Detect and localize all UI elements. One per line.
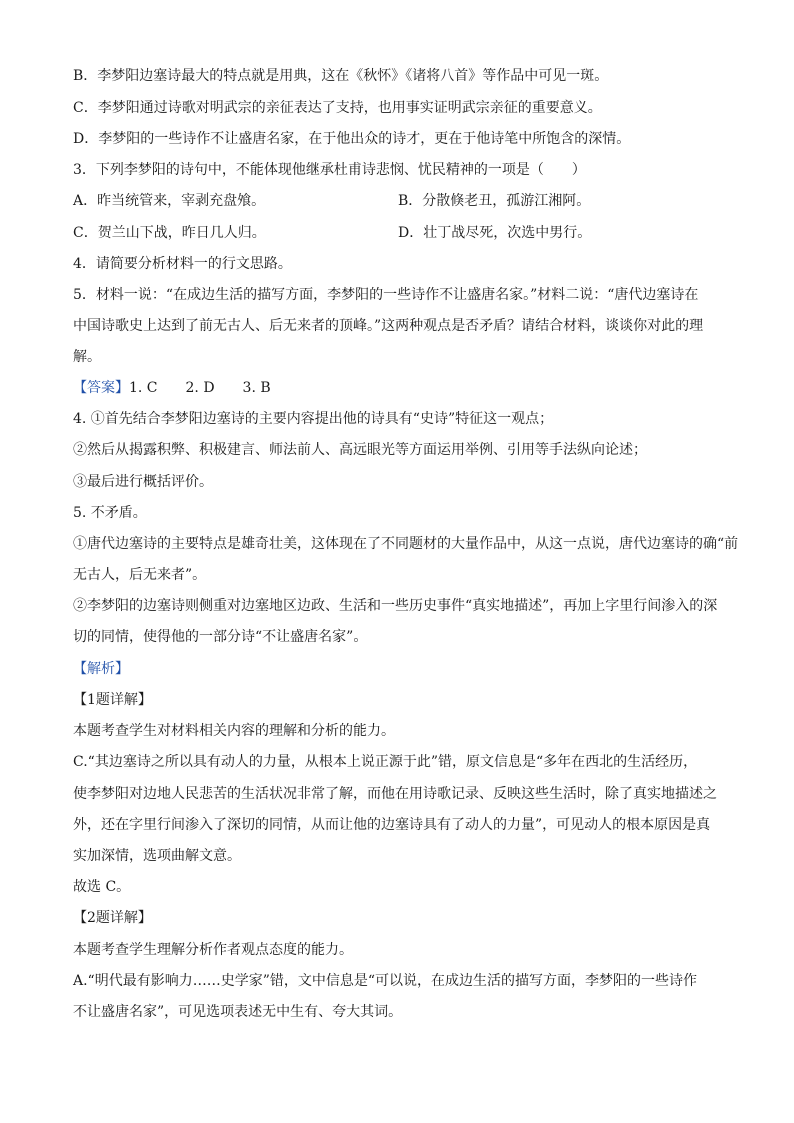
detail-1-line-2: C.“其边塞诗之所以具有动人的力量，从根本上说正源于此”错，原文信息是“多年在西北的生活经历， [73, 754, 698, 770]
question-3: 3．下列李梦阳的诗句中，不能体现他继承杜甫诗悲悯、忧民精神的一项是（ ） [73, 162, 586, 178]
detail-1-line-4: 外，还在字里行间渗入了深切的同情，从而让他的边塞诗具有了动人的力量”，可见动人的根本原因是真 [73, 817, 711, 833]
answer-4-line-1: 4. ①首先结合李梦阳边塞诗的主要内容提出他的诗具有“史诗”特征这一观点； [73, 411, 554, 427]
detail-1-line-5: 实加深情，选项曲解文意。 [73, 848, 241, 864]
option-d: D．李梦阳的一些诗作不让盛唐名家，在于他出众的诗才，更在于他诗笔中所饱含的深情。 [73, 131, 631, 147]
detail-2-line-3: 不让盛唐名家”，可见选项表述无中生有、夸大其词。 [73, 1004, 403, 1020]
answer-tag: 【答案】 [73, 380, 129, 396]
analysis-tag: 【解析】 [73, 661, 129, 677]
answer-4-line-3: ③最后进行概括评价。 [73, 474, 213, 490]
question-3-option-d: D．壮丁战尽死，次选中男行。 [398, 225, 592, 241]
answer-5-line-2b: 切的同情，使得他的一部分诗“不让盛唐名家”。 [73, 629, 368, 645]
question-3-option-a: A．昨当统管来，宰剥充盘飧。 [73, 193, 266, 209]
detail-2-tag: 【2题详解】 [73, 910, 152, 926]
answer-values: 1. C 2. D 3. B [129, 380, 271, 396]
answer-5-line-1a: ①唐代边塞诗的主要特点是雄奇壮美，这体现在了不同题材的大量作品中，从这一点说，唐代边塞诗的确“前 [73, 536, 739, 552]
answer-line [73, 378, 723, 398]
question-5-line-3: 解。 [73, 349, 101, 365]
answer-5-line-1b: 无古人，后无来者”。 [73, 567, 207, 583]
question-5-line-1: 5．材料一说：“在成边生活的描写方面，李梦阳的一些诗作不让盛唐名家。”材料二说：“唐代边塞诗在 [73, 287, 699, 303]
question-3-option-c: C．贺兰山下战，昨日几人归。 [73, 225, 266, 241]
detail-2-line-2: A.“明代最有影响力……史学家”错，文中信息是“可以说，在成边生活的描写方面，李梦阳的一些诗作 [73, 973, 698, 989]
option-b: B．李梦阳边塞诗最大的特点就是用典，这在《秋怀》《诸将八首》等作品中可见一斑。 [73, 68, 609, 84]
question-5-line-2: 中国诗歌史上达到了前无古人、后无来者的顶峰。”这两种观点是否矛盾？请结合材料，谈谈你对此的理 [73, 318, 704, 334]
detail-2-line-1: 本题考查学生理解分析作者观点态度的能力。 [73, 942, 353, 958]
answer-5-line-2a: ②李梦阳的边塞诗则侧重对边塞地区边政、生活和一些历史事件“真实地描述”，再加上字里行间渗入的深 [73, 598, 718, 614]
detail-1-line-1: 本题考查学生对材料相关内容的理解和分析的能力。 [73, 723, 395, 739]
detail-1-line-6: 故选 C。 [73, 879, 131, 895]
question-4: 4．请简要分析材料一的行文思路。 [73, 256, 292, 272]
option-c: C．李梦阳通过诗歌对明武宗的亲征表达了支持，也用事实证明武宗亲征的重要意义。 [73, 100, 602, 116]
answer-4-line-2: ②然后从揭露积弊、积极建言、师法前人、高远眼光等方面运用举例、引用等手法纵向论述； [73, 442, 647, 458]
detail-1-line-3: 使李梦阳对边地人民悲苦的生活状况非常了解，而他在用诗歌记录、反映这些生活时，除了真实地描述之 [73, 786, 717, 802]
answer-5-line-0: 5. 不矛盾。 [73, 505, 147, 521]
question-3-option-b: B．分散倏老丑，孤游江湘阿。 [398, 193, 591, 209]
detail-1-tag: 【1题详解】 [73, 692, 152, 708]
